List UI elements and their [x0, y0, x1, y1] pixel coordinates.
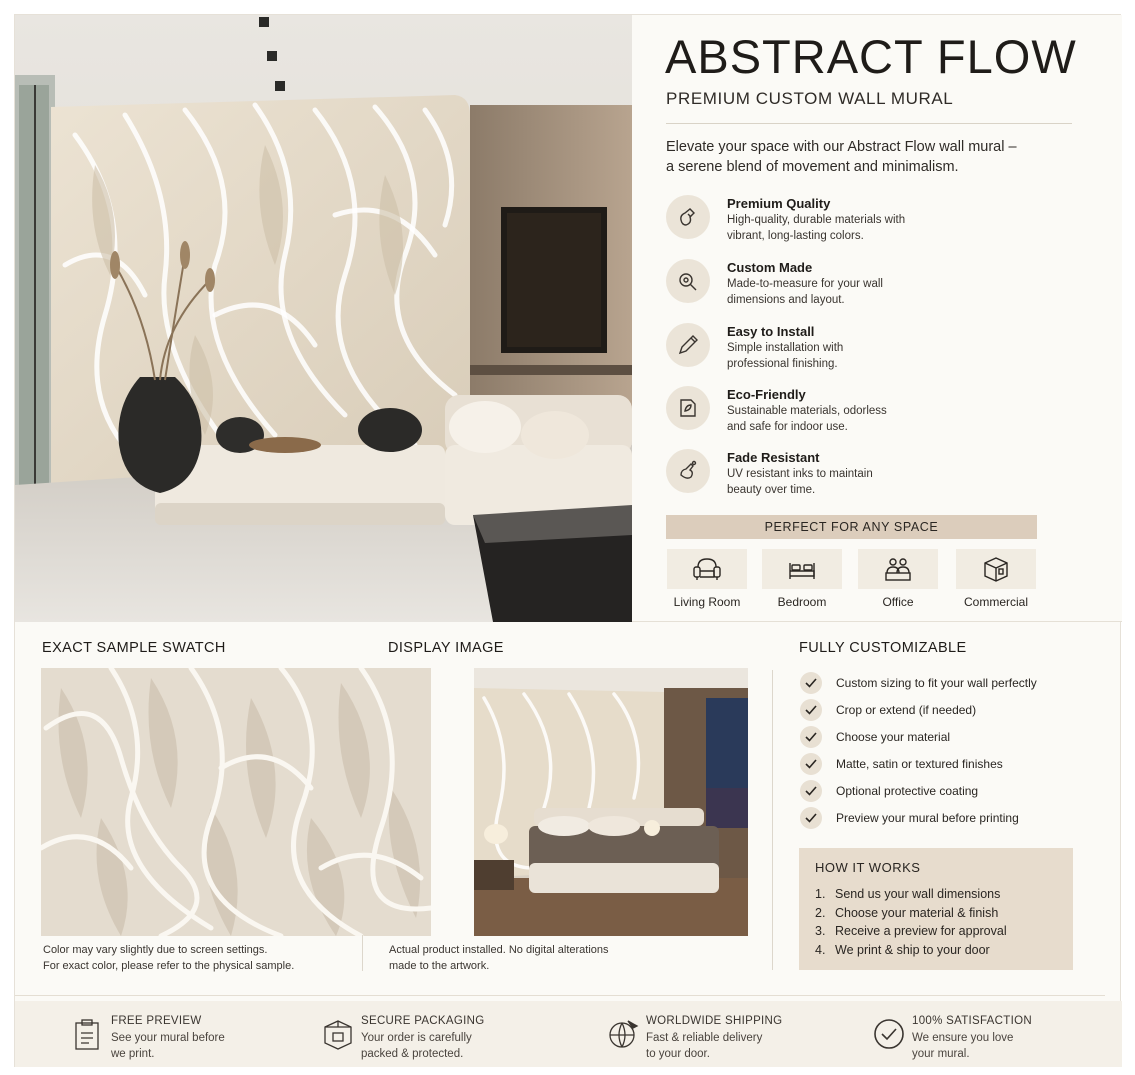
checkmark-icon	[800, 699, 822, 721]
sun-hand-icon	[666, 449, 710, 493]
footer-benefits	[15, 1001, 1122, 1067]
space-office	[857, 549, 939, 609]
check-circle-icon	[872, 1017, 906, 1051]
check-text: Crop or extend (if needed)	[836, 703, 977, 717]
feature-desc: High-quality, durable materials with vibrant, long-lasting colors.	[727, 214, 906, 242]
how-it-works-title: HOW IT WORKS	[815, 860, 921, 875]
check-item	[800, 753, 1080, 775]
space-label: Living Room	[673, 595, 741, 609]
check-text: Choose your material	[836, 730, 951, 744]
footer-divider	[15, 995, 1105, 996]
display-heading: DISPLAY IMAGE	[388, 640, 504, 656]
check-item	[800, 726, 1080, 748]
benefit-title: 100% SATISFACTION	[912, 1015, 1032, 1027]
checkmark-icon	[800, 726, 822, 748]
pencil-icon	[666, 323, 710, 367]
package-icon	[321, 1017, 355, 1051]
sample-swatch-image	[41, 668, 431, 936]
step-item: 3. Receive a preview for approval	[815, 924, 1007, 938]
display-bedroom-image	[474, 668, 748, 936]
check-text: Custom sizing to fit your wall perfectly	[836, 676, 1037, 690]
benefit-title: WORLDWIDE SHIPPING	[646, 1015, 783, 1027]
column-divider	[772, 670, 773, 970]
benefit-title: FREE PREVIEW	[111, 1015, 202, 1027]
checkmark-icon	[800, 780, 822, 802]
product-subtitle: PREMIUM CUSTOM WALL MURAL	[666, 89, 954, 108]
space-bedroom	[761, 549, 843, 609]
check-text: Preview your mural before printing	[836, 811, 1019, 825]
space-label: Bedroom	[777, 595, 827, 609]
display-caption: Actual product installed. No digital alterations made to the artwork.	[389, 944, 609, 972]
hero-room-image	[15, 15, 632, 622]
step-item: 1. Send us your wall dimensions	[815, 887, 1001, 901]
benefit-title: SECURE PACKAGING	[361, 1015, 485, 1027]
checkmark-icon	[800, 753, 822, 775]
check-item	[800, 699, 1080, 721]
feature-title: Eco-Friendly	[727, 387, 806, 402]
armchair-icon	[691, 555, 723, 583]
space-commercial	[955, 549, 1037, 609]
checkmark-icon	[800, 672, 822, 694]
preview-document-icon	[71, 1017, 105, 1051]
checkmark-icon	[800, 807, 822, 829]
check-text: Matte, satin or textured finishes	[836, 757, 1003, 771]
leaf-icon	[666, 386, 710, 430]
space-label: Office	[882, 595, 914, 609]
bed-icon	[786, 555, 818, 583]
feature-title: Fade Resistant	[727, 450, 820, 465]
box-icon	[980, 555, 1012, 583]
swatch-heading: EXACT SAMPLE SWATCH	[42, 640, 226, 656]
benefit-satisfaction	[872, 1001, 1102, 1067]
check-item	[800, 780, 1080, 802]
feature-title: Easy to Install	[727, 324, 815, 339]
feature-custom-made	[666, 259, 1086, 319]
feature-title: Custom Made	[727, 260, 813, 275]
feature-desc: Sustainable materials, odorless and safe for indoor use.	[727, 405, 887, 433]
benefit-desc: Fast & reliable delivery to your door.	[646, 1032, 763, 1060]
space-label: Commercial	[963, 595, 1028, 609]
intro-line: Elevate your space with our Abstract Flow wall mural –	[666, 139, 1017, 155]
benefit-desc: Your order is carefully packed & protected.	[361, 1032, 472, 1060]
feature-premium-quality	[666, 195, 1086, 255]
divider	[666, 123, 1072, 124]
feature-eco-friendly	[666, 386, 1086, 446]
space-living-room	[666, 549, 748, 609]
swatch-caption: Color may vary slightly due to screen settings. For exact color, please refer to the physical sample.	[43, 944, 295, 972]
customizable-heading: FULLY CUSTOMIZABLE	[799, 640, 967, 656]
check-text: Optional protective coating	[836, 784, 979, 798]
intro-text	[666, 137, 1066, 177]
tape-measure-icon	[666, 259, 710, 303]
step-item: 2. Choose your material & finish	[815, 905, 999, 920]
feature-desc: Simple installation with professional finishing.	[727, 342, 844, 370]
check-item	[800, 672, 1080, 694]
benefit-desc: We ensure you love your mural.	[912, 1032, 1014, 1060]
steps-list	[815, 885, 1007, 959]
globe-plane-icon	[606, 1017, 640, 1051]
hand-brush-icon	[666, 195, 710, 239]
product-sheet	[14, 14, 1121, 1067]
feature-easy-to-install	[666, 323, 1086, 383]
benefit-desc: See your mural before we print.	[111, 1032, 225, 1060]
check-item	[800, 807, 1080, 829]
step-item: 4. We print & ship to your door	[815, 942, 990, 957]
product-title: ABSTRACT FLOW	[665, 30, 1077, 83]
benefit-secure-packaging	[321, 1001, 551, 1067]
feature-desc: Made-to-measure for your wall dimensions and layout.	[727, 278, 883, 306]
spaces-banner: PERFECT FOR ANY SPACE	[666, 515, 1037, 539]
intro-line: a serene blend of movement and minimalism.	[666, 159, 959, 175]
feature-title: Premium Quality	[727, 196, 831, 211]
caption-divider	[362, 935, 363, 971]
how-it-works-panel	[799, 848, 1073, 970]
info-panel	[632, 15, 1122, 622]
benefit-worldwide-shipping	[606, 1001, 836, 1067]
feature-desc: UV resistant inks to maintain beauty over time.	[727, 468, 873, 496]
feature-fade-resistant	[666, 449, 1086, 509]
benefit-free-preview	[71, 1001, 291, 1067]
office-people-icon	[882, 555, 914, 583]
